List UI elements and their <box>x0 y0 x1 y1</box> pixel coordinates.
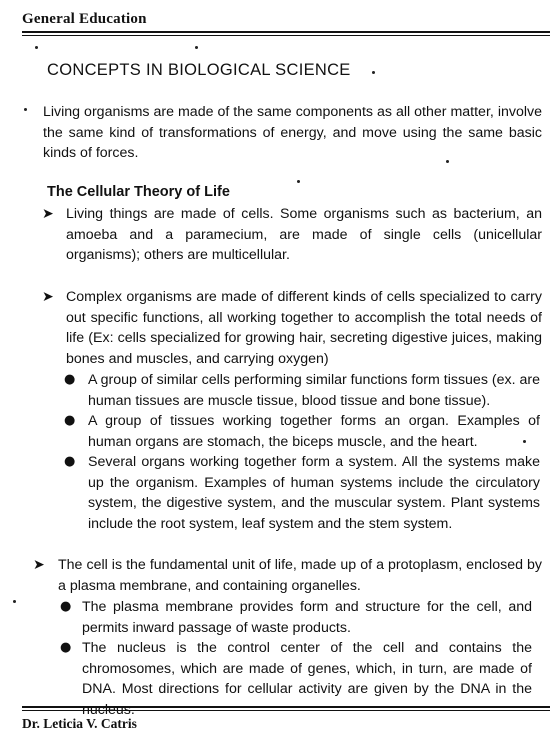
scan-speck <box>24 108 27 111</box>
header-rule <box>22 31 550 33</box>
arrow-bullet-icon: ➤ <box>42 289 54 305</box>
intro-paragraph: Living organisms are made of the same components as all other matter, involve the same kind of transformations of energy, and move using the same basic kinds of forces. <box>43 104 542 161</box>
scan-speck <box>13 600 16 603</box>
bullet-icon: ● <box>64 372 76 387</box>
bullet-text: The nucleus is the control center of the cell and contains the chromosomes, which are made of genes, which, in turn, are made of DNA. Most directions for cellular activity are given by the DNA in the <box>82 640 532 697</box>
section-title: CONCEPTS IN BIOLOGICAL SCIENCE <box>47 61 351 79</box>
arrow-bullet-icon: ➤ <box>42 206 54 222</box>
header-rule-thin <box>22 35 550 36</box>
footer-author: Dr. Leticia V. Catris <box>22 716 137 731</box>
bullet-icon: ● <box>60 599 72 614</box>
arrow-bullet-icon: ➤ <box>33 557 45 573</box>
scan-speck <box>446 160 449 163</box>
arrow-item-text: Complex organisms are made of different kinds of cells specialized to carry out specific functions, all working together to accomplish the total needs of life (Ex: cells specialized for growing hair, secreting digestive juices, making bones and muscles, and carrying oxygen) <box>66 289 542 367</box>
scan-speck <box>35 46 38 49</box>
bullet-text: Several organs working together form a system. All the systems make up the organism. Examples of human systems include the circulatory system, the digestive system, and the muscular system. Plant systems include the root system, leaf system and the stem system. <box>88 454 540 532</box>
scan-speck <box>372 71 375 74</box>
bullet-text: The plasma membrane provides form and structure for the cell, and permits inward passage of waste products. <box>82 599 532 636</box>
subheading: The Cellular Theory of Life <box>47 184 230 200</box>
footer-rule <box>22 706 550 708</box>
footer-rule-thin <box>22 710 550 711</box>
bullet-icon: ● <box>60 640 72 655</box>
bullet-icon: ● <box>64 413 76 428</box>
scan-speck <box>195 46 198 49</box>
arrow-item-text: Living things are made of cells. Some organisms such as bacterium, an amoeba and a paramecium, are made of single cells (unicellular organisms); others are multicellular. <box>66 206 542 263</box>
bullet-text: A group of similar cells performing similar functions form tissues (ex. are human tissues are muscle tissue, blood tissue and bone tissue). <box>88 372 540 409</box>
bullet-icon: ● <box>64 454 76 469</box>
bullet-text: A group of tissues working together forms an organ. Examples of human organs are stomach, the biceps muscle, and the heart. <box>88 413 540 450</box>
scan-speck <box>297 180 300 183</box>
running-head: General Education <box>22 11 147 27</box>
scan-speck <box>523 440 526 443</box>
arrow-item-text: The cell is the fundamental unit of life, made up of a protoplasm, enclosed by a plasma membrane, and containing organelles. <box>58 557 542 594</box>
